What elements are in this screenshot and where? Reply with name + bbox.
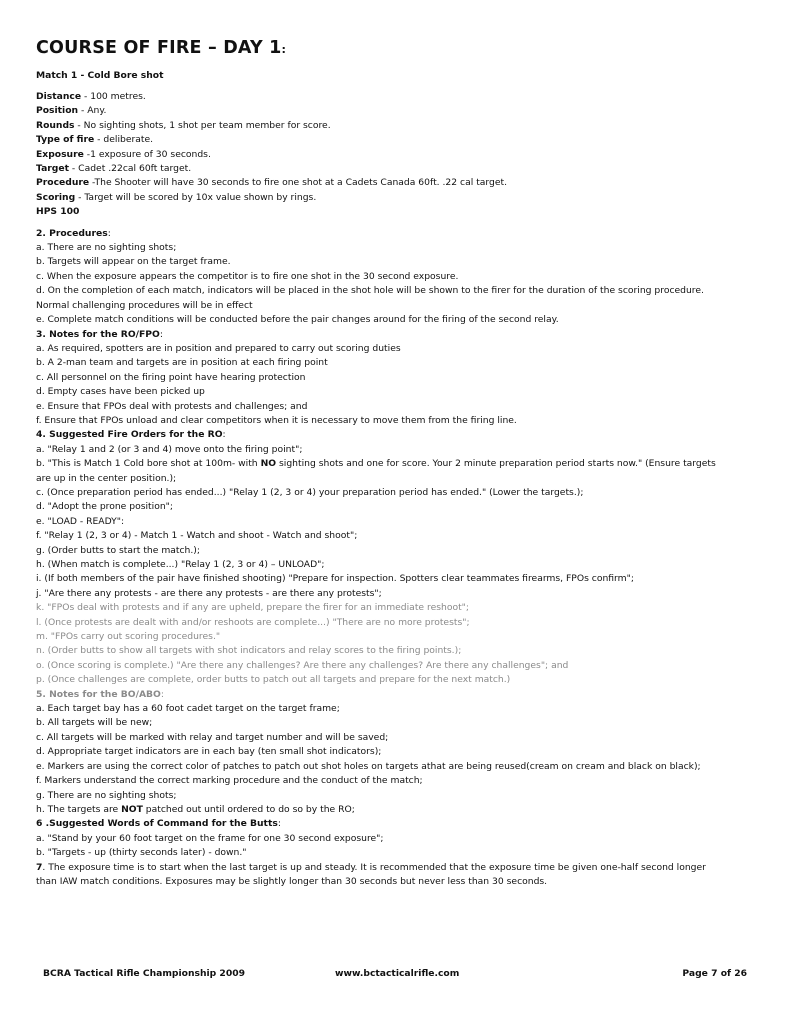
list-item: o. (Once scoring is complete.) "Are there any challenges? Are there any challenges? Are there any challenges"; and: [36, 659, 569, 671]
fire-orders-heading: 4. Suggested Fire Orders for the RO: [36, 429, 223, 441]
procedures-section: [36, 227, 754, 890]
list-item: f. "Relay 1 (2, 3 or 4) - Match 1 - Watch and shoot - Watch and shoot";: [36, 530, 358, 542]
spec-value: - 100 metres.: [81, 91, 146, 102]
title-colon: :: [281, 43, 287, 56]
page-footer: [43, 968, 747, 982]
item-text: sighting shots and one for score. Your 2 minute preparation period starts now." (Ensure targets: [276, 458, 716, 470]
list-item: b. Targets will appear on the target frame.: [36, 256, 231, 268]
title-text: COURSE OF FIRE – DAY 1: [36, 38, 282, 58]
list-item: d. Empty cases have been picked up: [36, 386, 205, 398]
emphasis-text: NO: [260, 458, 277, 470]
heading-suffix: :: [277, 818, 281, 830]
list-item: j. "Are there any protests - are there any protests - are there any protests";: [36, 587, 382, 599]
list-item: b. A 2-man team and targets are in position at each firing point: [36, 357, 328, 369]
match-specification: [36, 90, 754, 220]
butts-heading: 6 .Suggested Words of Command for the Butts: [36, 818, 278, 830]
spec-label: Target: [36, 163, 70, 175]
heading-suffix: :: [107, 227, 111, 239]
spec-label: Exposure: [36, 148, 84, 160]
heading-suffix: :: [159, 328, 163, 340]
section-heading: [36, 328, 754, 342]
procedures-heading: 2. Procedures: [36, 227, 108, 239]
list-item: d. On the completion of each match, indicators will be placed in the shot hole will be shown to the firer for the duration of the scoring procedure.: [36, 285, 704, 297]
item-text: h. The targets are: [36, 803, 122, 815]
item-text: patched out until ordered to do so by the RO;: [142, 803, 355, 815]
spec-value: -The Shooter will have 30 seconds to fire one shot at a Cadets Canada 60ft. .22 cal target.: [89, 177, 508, 189]
list-item: d. Appropriate target indicators are in each bay (ten small shot indicators);: [36, 746, 382, 758]
list-item: g. (Order butts to start the match.);: [36, 544, 200, 556]
list-item: [36, 457, 754, 471]
spec-value: - No sighting shots, 1 shot per team member for score.: [74, 119, 331, 131]
heading-suffix: :: [222, 429, 226, 441]
list-item: p. (Once challenges are complete, order butts to patch out all targets and prepare for the next match.): [36, 674, 511, 686]
list-item: Normal challenging procedures will be in effect: [36, 299, 253, 311]
list-item: f. Ensure that FPOs unload and clear competitors when it is necessary to move them from the firing line.: [36, 414, 517, 426]
note-7: [36, 861, 754, 875]
heading-suffix: :: [160, 688, 164, 700]
list-item: e. Complete match conditions will be conducted before the pair changes around for the firing of the second relay.: [36, 314, 559, 326]
footer-event-name: BCRA Tactical Rifle Championship 2009: [43, 968, 245, 979]
spec-label: Distance: [36, 91, 82, 102]
spec-label: Type of fire: [36, 134, 95, 146]
hps-value: HPS 100: [36, 206, 80, 218]
list-item: i. (If both members of the pair have finished shooting) "Prepare for inspection. Spotters clear teammates firearms, FPOs confirm";: [36, 573, 634, 585]
list-item: g. There are no sighting shots;: [36, 789, 177, 801]
list-item: e. Ensure that FPOs deal with protests and challenges; and: [36, 400, 308, 412]
list-item: are up in the center position.);: [36, 472, 177, 484]
note-number: 7: [36, 861, 43, 873]
spec-label: Procedure: [36, 177, 90, 189]
list-item: h. (When match is complete...) "Relay 1 (2, 3 or 4) – UNLOAD";: [36, 559, 325, 570]
list-item: [36, 803, 754, 817]
list-item: e. Markers are using the correct color of patches to patch out shot holes on targets athat are being reused(cream on cream and black on black);: [36, 760, 701, 772]
spec-type-of-fire: [36, 133, 754, 147]
spec-position: [36, 104, 754, 118]
spec-value: - deliberate.: [94, 134, 154, 146]
spec-label: Position: [36, 105, 79, 117]
spec-label: Scoring: [36, 191, 76, 203]
spec-value: - Any.: [78, 105, 107, 117]
spec-distance: [36, 90, 754, 104]
list-item: a. As required, spotters are in position and prepared to carry out scoring duties: [36, 342, 401, 354]
item-text: b. "This is Match 1 Cold bore shot at 100m- with: [36, 458, 261, 470]
section-heading: [36, 428, 754, 442]
spec-value: - Target will be scored by 10x value shown by rings.: [75, 191, 317, 203]
page-title: [36, 38, 754, 58]
list-item: a. There are no sighting shots;: [36, 242, 177, 254]
list-item: a. "Relay 1 and 2 (or 3 and 4) move onto the firing point";: [36, 443, 303, 455]
spec-rounds: [36, 119, 754, 133]
list-item: d. "Adopt the prone position";: [36, 501, 173, 513]
list-item: b. All targets will be new;: [36, 717, 153, 729]
list-item: a. "Stand by your 60 foot target on the frame for one 30 second exposure";: [36, 832, 384, 844]
list-item: n. (Order butts to show all targets with shot indicators and relay scores to the firing points.);: [36, 645, 462, 657]
spec-scoring: [36, 191, 754, 205]
emphasis-text: NOT: [121, 803, 143, 815]
list-item: c. (Once preparation period has ended...) "Relay 1 (2, 3 or 4) your preparation period has ended." (Lower the targets.);: [36, 486, 584, 498]
footer-website: www.bctacticalrifle.com: [335, 968, 460, 979]
notes-ro-heading: 3. Notes for the RO/FPO: [36, 328, 160, 340]
list-item: a. Each target bay has a 60 foot cadet target on the target frame;: [36, 703, 340, 715]
spec-label: Rounds: [36, 119, 75, 131]
list-item: k. "FPOs deal with protests and if any are upheld, prepare the firer for an immediate reshoot";: [36, 602, 469, 614]
list-item: c. All personnel on the firing point have hearing protection: [36, 371, 306, 383]
spec-value: - Cadet .22cal 60ft target.: [69, 163, 192, 175]
notes-bo-heading: 5. Notes for the BO/ABO: [36, 688, 161, 700]
spec-target: [36, 162, 754, 176]
section-heading: [36, 688, 754, 702]
match-heading: Match 1 - Cold Bore shot: [36, 70, 164, 81]
footer-page-number: Page 7 of 26: [682, 968, 747, 979]
list-item: l. (Once protests are dealt with and/or reshoots are complete...) "There are no more protests";: [36, 616, 470, 628]
spec-procedure: [36, 176, 754, 190]
spec-exposure: [36, 148, 754, 162]
section-heading: [36, 817, 754, 831]
list-item: m. "FPOs carry out scoring procedures.": [36, 631, 221, 643]
list-item: c. All targets will be marked with relay and target number and will be saved;: [36, 731, 389, 743]
list-item: f. Markers understand the correct marking procedure and the conduct of the match;: [36, 775, 423, 787]
note-text: . The exposure time is to start when the last target is up and steady. It is recommended that the exposure time be given one-half second longer: [42, 861, 706, 873]
list-item: e. "LOAD - READY":: [36, 515, 125, 527]
list-item: b. "Targets - up (thirty seconds later) - down.": [36, 847, 247, 859]
list-item: c. When the exposure appears the competitor is to fire one shot in the 30 second exposure.: [36, 270, 459, 282]
spec-value: -1 exposure of 30 seconds.: [83, 148, 211, 160]
note-7-continued: than IAW match conditions. Exposures may be slightly longer than 30 seconds but never less than 30 seconds.: [36, 875, 548, 887]
document-page: [36, 38, 754, 896]
section-heading: [36, 227, 754, 241]
